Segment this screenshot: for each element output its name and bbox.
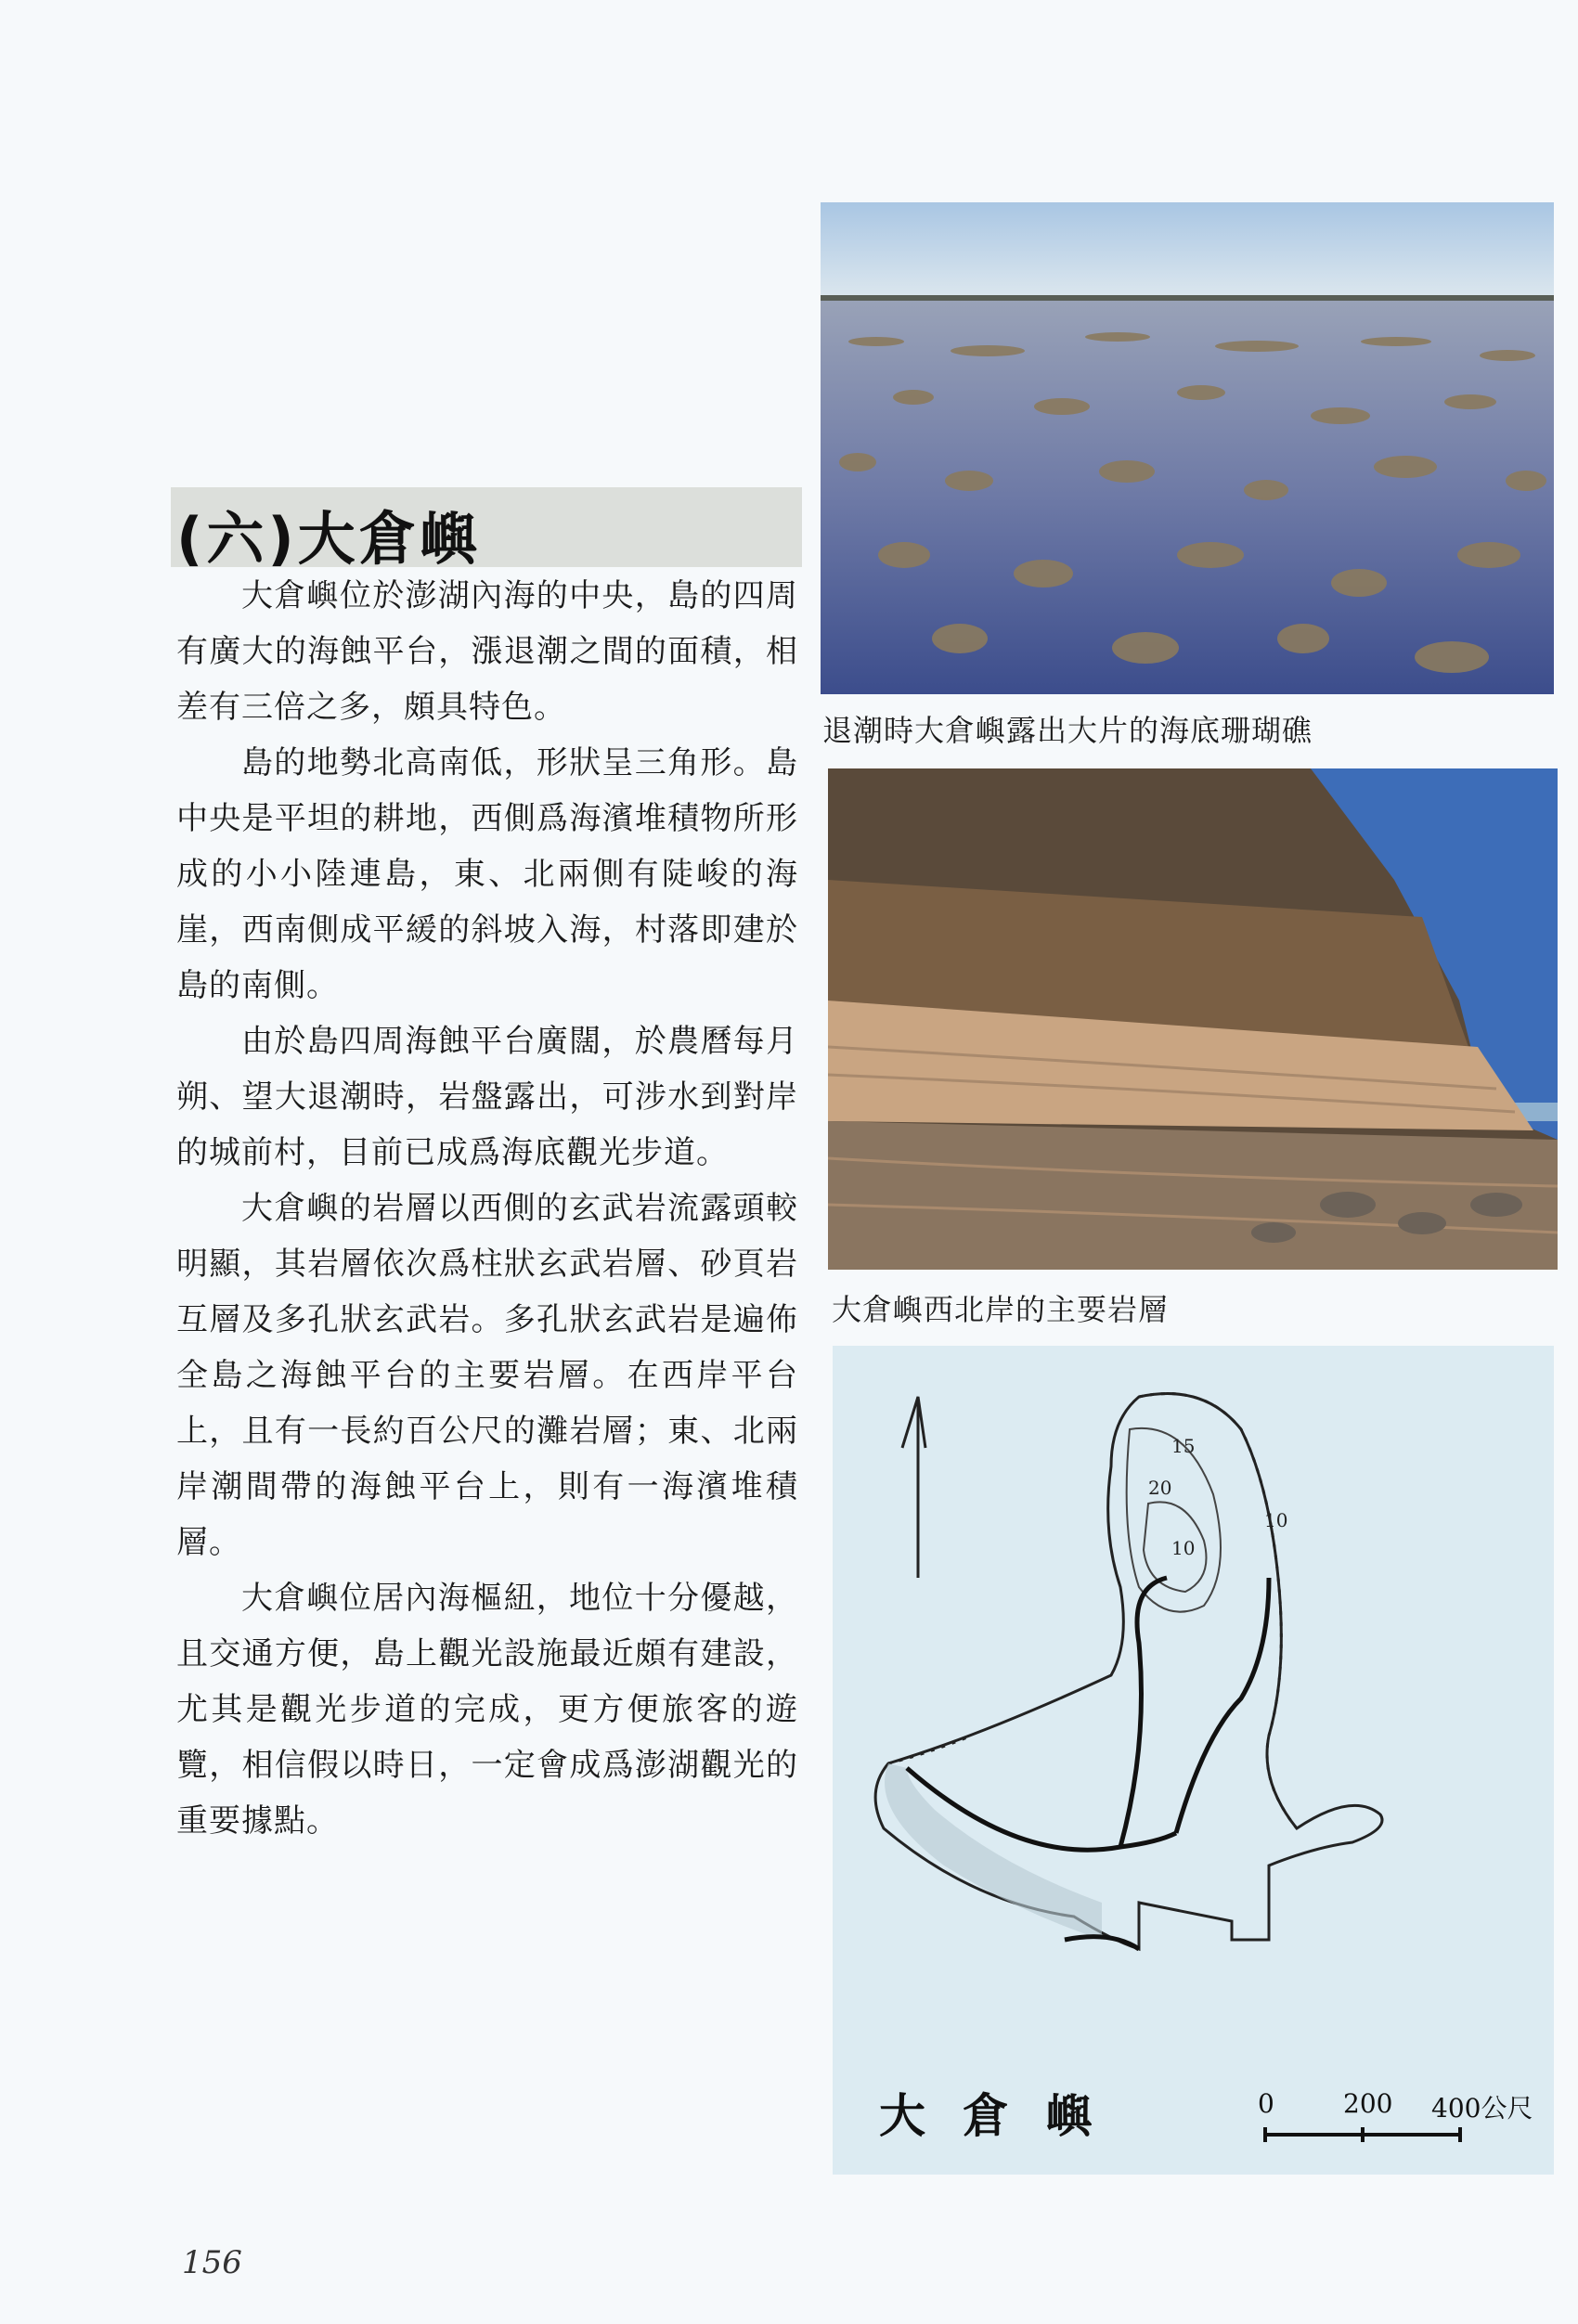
paragraph: 大倉嶼位於澎湖內海的中央，島的四周有廣大的海蝕平台，漲退潮之間的面積，相差有三倍之多，頗具特色。 <box>176 577 798 726</box>
low-tide-reef-photo <box>821 202 1554 694</box>
scale-label-400: 400公尺 <box>1431 2093 1533 2124</box>
paragraph: 大倉嶼的岩層以西側的玄武岩流露頭較明顯，其岩層依次爲柱狀玄武岩層、砂頁岩互層及多孔狀玄武岩。多孔狀玄武岩是遍佈全島之海蝕平台的主要岩層。在西岸平台上，且有一長約百公尺的灘岩層；東、北兩岸潮間帶的海蝕平台上，則有一海濱堆積層。 <box>176 1190 798 1561</box>
north-arrow-icon <box>902 1397 925 1578</box>
paragraph: 大倉嶼位居內海樞紐，地位十分優越，且交通方便，島上觀光設施最近頗有建設，尤其是觀光步道的完成，更方便旅客的遊覽，相信假以時日，一定會成爲澎湖觀光的重要據點。 <box>176 1580 798 1840</box>
photo2-caption: 大倉嶼西北岸的主要岩層 <box>832 1292 1170 1327</box>
contour-label-20: 20 <box>1148 1477 1172 1499</box>
section-heading-text: (六)大倉嶼 <box>176 505 482 573</box>
cliff-rock-layers-photo <box>828 768 1558 1270</box>
map-title: 大倉嶼 <box>879 2089 1130 2143</box>
page-number: 156 <box>182 2244 242 2281</box>
contour-label-15: 15 <box>1171 1435 1196 1457</box>
contour-label-10: 10 <box>1264 1509 1288 1531</box>
scale-label-200: 200 <box>1343 2088 1393 2119</box>
paragraph: 島的地勢北高南低，形狀呈三角形。島中央是平坦的耕地，西側爲海濱堆積物所形成的小小陸連島，東、北兩側有陡峻的海崖，西南側成平緩的斜坡入海，村落即建於島的南側。 <box>176 744 798 1004</box>
scale-label-0: 0 <box>1258 2088 1274 2119</box>
island-map-drawing <box>833 1346 1554 2175</box>
paragraph: 由於島四周海蝕平台廣闊，於農曆每月朔、望大退潮時，岩盤露出，可涉水到對岸的城前村，目前已成爲海底觀光步道。 <box>176 1023 798 1171</box>
island-map <box>833 1346 1554 2175</box>
scale-bar <box>1265 2127 1460 2142</box>
section-heading <box>171 487 802 573</box>
photo1-caption: 退潮時大倉嶼露出大片的海底珊瑚礁 <box>822 713 1313 748</box>
body-text <box>176 568 798 1849</box>
contour-label-10b: 10 <box>1171 1537 1196 1559</box>
